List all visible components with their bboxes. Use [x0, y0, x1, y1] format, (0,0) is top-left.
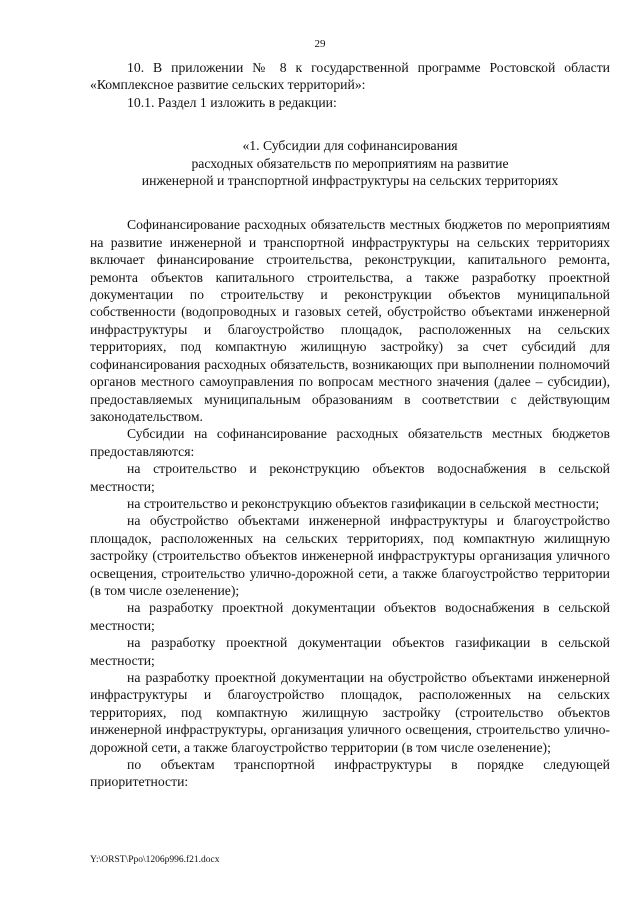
body-paragraph-2: Субсидии на софинансирование расходных обязательств местных бюджетов предоставляются:: [90, 426, 610, 459]
list-item-water-design: на разработку проектной документации объектов водоснабжения в сельской местности;: [90, 600, 610, 633]
list-item-water: на строительство и реконструкцию объектов водоснабжения в сельской местности;: [90, 461, 610, 494]
intro-paragraph-1: 10. В приложении № 8 к государственной программе Ростовской области «Комплексное развитие сельских территорий»:: [90, 60, 610, 93]
intro-paragraph-2: 10.1. Раздел 1 изложить в редакции:: [127, 94, 337, 110]
file-path-footer: Y:\ORST\Ppo\1206p996.f21.docx: [90, 855, 220, 865]
page-number: 29: [314, 38, 326, 50]
section-heading-line-3: инженерной и транспортной инфраструктуры на сельских территориях: [141, 173, 559, 189]
list-item-infrastructure-design: на разработку проектной документации на обустройство объектами инженерной инфраструктуры и благоустройство площадок, расположенных на сельских территориях, под компактную жилищную застройку (строительство объектов инженерной инфраструктуры, организация уличного освещения, строительство улично-дорожной сети, а также благоустройство территории (в том числе озеленение);: [90, 670, 610, 755]
list-item-infrastructure: на обустройство объектами инженерной инфраструктуры и благоустройство площадок, расположенных на сельских территориях, под компактную жилищную застройку (строительство объектов инженерной инфраструктуры организация уличного освещения, строительство улично-дорожной сети, а также благоустройство территории (в том числе озеленение);: [90, 513, 610, 598]
section-heading-line-1: «1. Субсидии для софинансирования: [242, 138, 458, 154]
body-paragraph-1: Софинансирование расходных обязательств местных бюджетов по мероприятиям на развитие инженерной и транспортной инфраструктуры на сельских территориях включает финансирование строительства, реконструкции, капитального ремонта, ремонта объектов капитального строительства, а также разработку проектной документации по строительству и реконструкции объектов муниципальной собственности (водопроводных и газовых сетей, обустройство объектами инженерной инфраструктуры и благоустройство площадок, расположенных на сельских территориях, под компактную жилищную застройку) за счет субсидий для софинансирования расходных обязательств, возникающих при выполнении полномочий органов местного самоуправления по вопросам местного значения (далее – субсидии), предоставляемых муниципальным образованиям в соответствии с действующим законодательством.: [90, 217, 610, 424]
list-item-gas: на строительство и реконструкцию объектов газификации в сельской местности;: [127, 495, 600, 511]
list-item-transport: по объектам транспортной инфраструктуры в порядке следующей приоритетности:: [90, 757, 610, 790]
document-content: [90, 59, 610, 791]
section-heading-line-2: расходных обязательств по мероприятиям на развитие: [191, 155, 509, 171]
list-item-gas-design: на разработку проектной документации объектов газификации в сельской местности;: [90, 635, 610, 668]
